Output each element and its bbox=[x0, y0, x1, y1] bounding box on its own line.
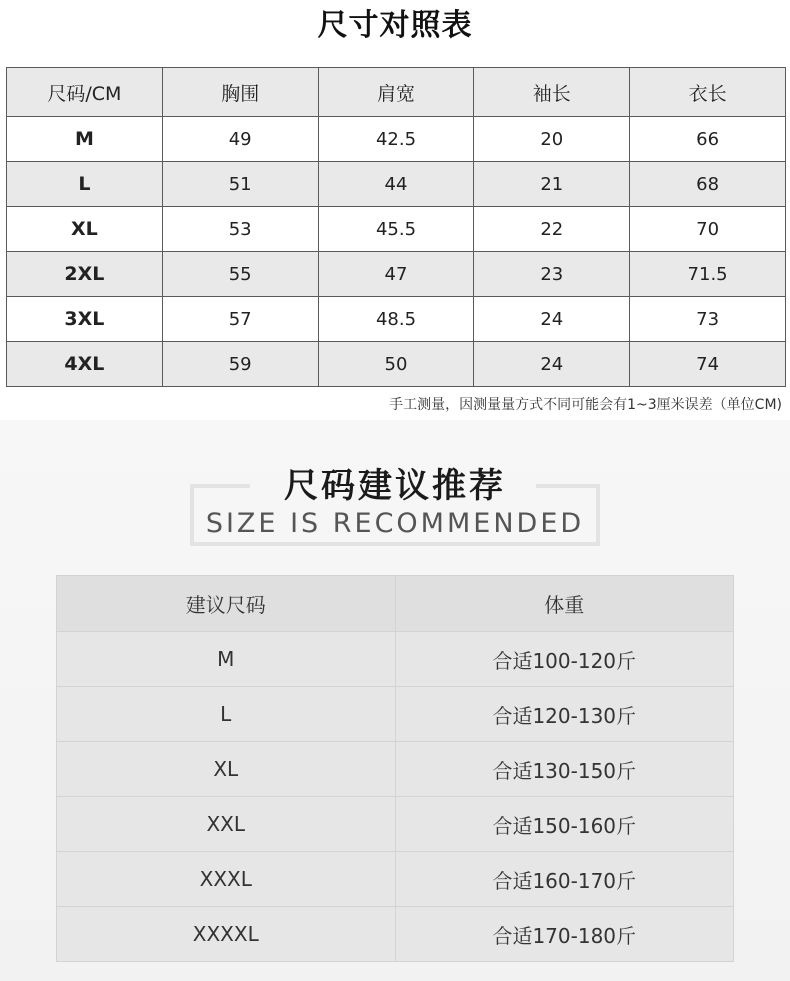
table-row bbox=[57, 852, 734, 907]
chest-cell: 53 bbox=[162, 207, 318, 252]
size-chart-table bbox=[6, 67, 786, 387]
header-recommended-size: 建议尺码 bbox=[57, 576, 396, 632]
recommend-weight-cell: 合适130-150斤 bbox=[395, 742, 734, 797]
table-row bbox=[57, 687, 734, 742]
table-row bbox=[7, 252, 786, 297]
shoulder-cell: 48.5 bbox=[318, 297, 474, 342]
size-cell: 2XL bbox=[7, 252, 163, 297]
table-row bbox=[57, 632, 734, 687]
recommend-weight-cell: 合适170-180斤 bbox=[395, 907, 734, 962]
length-cell: 68 bbox=[630, 162, 786, 207]
shoulder-cell: 44 bbox=[318, 162, 474, 207]
recommend-weight-cell: 合适150-160斤 bbox=[395, 797, 734, 852]
length-cell: 70 bbox=[630, 207, 786, 252]
recommend-size-cell: XXXXL bbox=[57, 907, 396, 962]
size-cell: 4XL bbox=[7, 342, 163, 387]
page-title: 尺寸对照表 bbox=[317, 8, 473, 43]
shoulder-cell: 45.5 bbox=[318, 207, 474, 252]
size-cell: L bbox=[7, 162, 163, 207]
size-cell: XL bbox=[7, 207, 163, 252]
shoulder-cell: 50 bbox=[318, 342, 474, 387]
recommend-size-cell: L bbox=[57, 687, 396, 742]
recommend-weight-cell: 合适160-170斤 bbox=[395, 852, 734, 907]
header-sleeve: 袖长 bbox=[474, 68, 630, 117]
table-header-row bbox=[7, 68, 786, 117]
recommend-size-cell: XXL bbox=[57, 797, 396, 852]
recommend-title-en: SIZE IS RECOMMENDED bbox=[205, 508, 585, 539]
sleeve-cell: 21 bbox=[474, 162, 630, 207]
size-cell: 3XL bbox=[7, 297, 163, 342]
table-row bbox=[7, 207, 786, 252]
table-row bbox=[57, 907, 734, 962]
recommend-table bbox=[56, 575, 734, 962]
length-cell: 74 bbox=[630, 342, 786, 387]
sleeve-cell: 24 bbox=[474, 297, 630, 342]
sleeve-cell: 22 bbox=[474, 207, 630, 252]
recommend-size-cell: M bbox=[57, 632, 396, 687]
header-length: 衣长 bbox=[630, 68, 786, 117]
length-cell: 71.5 bbox=[630, 252, 786, 297]
shoulder-cell: 42.5 bbox=[318, 117, 474, 162]
recommend-size-cell: XXXL bbox=[57, 852, 396, 907]
chest-cell: 59 bbox=[162, 342, 318, 387]
length-cell: 66 bbox=[630, 117, 786, 162]
chest-cell: 49 bbox=[162, 117, 318, 162]
measurement-note: 手工测量，因测量量方式不同可能会有1~3厘米误差（单位CM) bbox=[389, 397, 782, 413]
table-row bbox=[7, 342, 786, 387]
shoulder-cell: 47 bbox=[318, 252, 474, 297]
chest-cell: 51 bbox=[162, 162, 318, 207]
table-row bbox=[57, 797, 734, 852]
header-size: 尺码/CM bbox=[7, 68, 163, 117]
sleeve-cell: 23 bbox=[474, 252, 630, 297]
table-row bbox=[57, 742, 734, 797]
length-cell: 73 bbox=[630, 297, 786, 342]
header-shoulder: 肩宽 bbox=[318, 68, 474, 117]
header-chest: 胸围 bbox=[162, 68, 318, 117]
sleeve-cell: 24 bbox=[474, 342, 630, 387]
sleeve-cell: 20 bbox=[474, 117, 630, 162]
recommend-header-row bbox=[57, 576, 734, 632]
size-cell: M bbox=[7, 117, 163, 162]
recommend-weight-cell: 合适120-130斤 bbox=[395, 687, 734, 742]
recommend-size-cell: XL bbox=[57, 742, 396, 797]
recommend-title-cn: 尺码建议推荐 bbox=[284, 466, 506, 506]
chest-cell: 55 bbox=[162, 252, 318, 297]
table-row bbox=[7, 117, 786, 162]
chest-cell: 57 bbox=[162, 297, 318, 342]
table-row bbox=[7, 297, 786, 342]
header-weight: 体重 bbox=[395, 576, 734, 632]
recommend-weight-cell: 合适100-120斤 bbox=[395, 632, 734, 687]
table-row bbox=[7, 162, 786, 207]
